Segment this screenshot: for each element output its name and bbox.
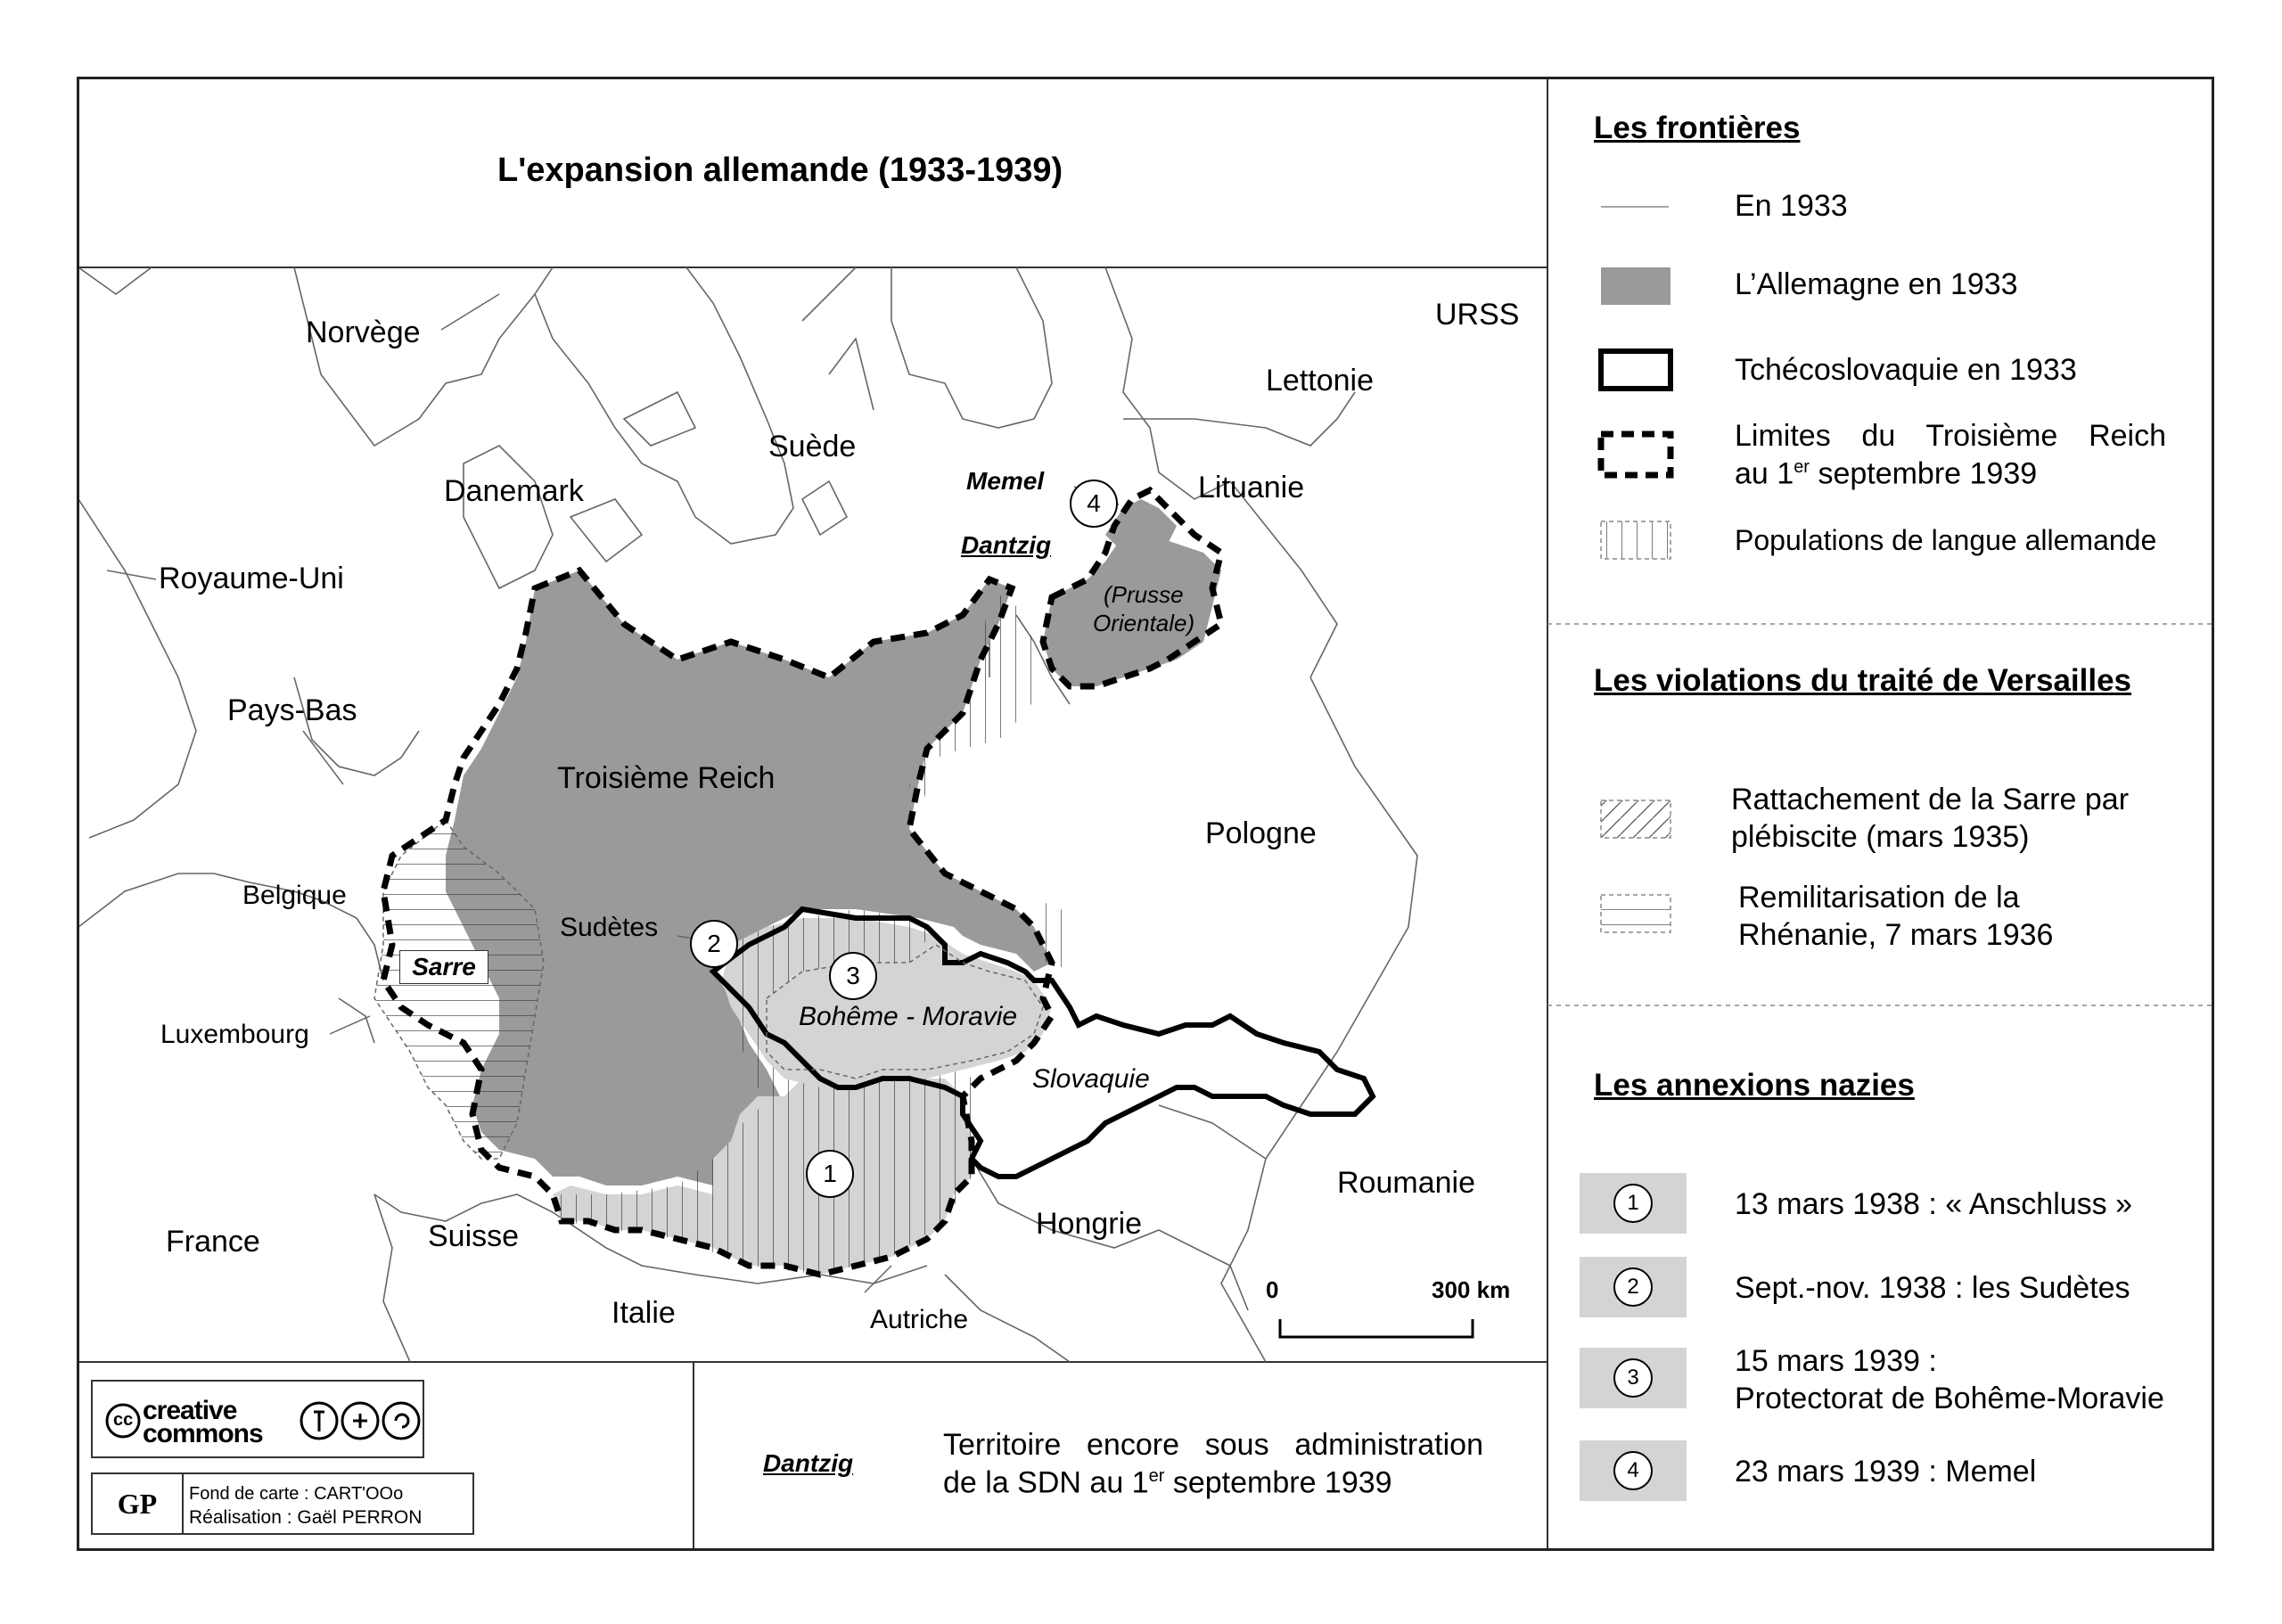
map-title: L'expansion allemande (1933-1939) — [497, 152, 1063, 189]
legend-en-1933: En 1933 — [1735, 189, 1848, 223]
legend-tchecoslovaquie: Tchécoslovaquie en 1933 — [1735, 353, 2077, 387]
footer-dantzig-symbol: Dantzig — [763, 1449, 854, 1477]
scale-start: 0 — [1266, 1276, 1279, 1303]
label-danemark: Danemark — [444, 474, 584, 508]
legend-heading-frontieres: Les frontières — [1594, 111, 1801, 145]
legend-heading-violations: Les violations du traité de Versailles — [1594, 663, 2132, 698]
label-sudetes: Sudètes — [560, 913, 659, 942]
label-prusse-2: Orientale) — [1093, 610, 1195, 636]
label-pays-bas: Pays-Bas — [227, 693, 357, 727]
legend-langue-allemande: Populations de langue allemande — [1735, 524, 2157, 556]
label-suede: Suède — [768, 430, 857, 463]
label-troisieme-reich: Troisième Reich — [557, 761, 776, 795]
label-memel: Memel — [966, 467, 1045, 495]
label-belgique: Belgique — [242, 881, 347, 910]
marker-2: 2 — [690, 920, 738, 968]
label-norvege: Norvège — [306, 316, 421, 349]
legend-annexion-3-text2: Protectorat de Bohême-Moravie — [1735, 1382, 2164, 1415]
legend-heading-annexions: Les annexions nazies — [1594, 1068, 1915, 1103]
credit-fond: Fond de carte : CART'OOo — [189, 1484, 404, 1504]
cc-logo-mark: cc — [113, 1410, 134, 1430]
legend-annexion-2-num: 2 — [1613, 1267, 1653, 1307]
label-hongrie: Hongrie — [1036, 1207, 1143, 1241]
label-lettonie: Lettonie — [1266, 364, 1374, 398]
label-boheme-moravie: Bohême - Moravie — [799, 1002, 1018, 1031]
label-pologne: Pologne — [1205, 816, 1317, 850]
legend-annexion-4-num: 4 — [1613, 1451, 1653, 1490]
label-suisse: Suisse — [428, 1219, 520, 1253]
footer-note-line1: Territoire encore sous administration — [943, 1428, 1483, 1462]
marker-1: 1 — [806, 1150, 854, 1198]
scale-end: 300 km — [1432, 1276, 1511, 1303]
label-lituanie: Lituanie — [1198, 471, 1305, 504]
label-luxembourg: Luxembourg — [160, 1020, 309, 1049]
label-royaume-uni: Royaume-Uni — [159, 562, 344, 595]
label-france: France — [166, 1225, 260, 1259]
footer-note-line2: de la SDN au 1er septembre 1939 — [943, 1465, 1392, 1500]
cc-text-1: creative — [143, 1396, 237, 1425]
label-autriche: Autriche — [870, 1305, 969, 1334]
legend-annexion-4-text: 23 mars 1939 : Memel — [1735, 1455, 2037, 1489]
gp-logo: GP — [93, 1474, 184, 1533]
legend-sarre-1: Rattachement de la Sarre par — [1731, 783, 2130, 816]
marker-3: 3 — [829, 952, 877, 1000]
label-roumanie: Roumanie — [1337, 1166, 1475, 1200]
label-sarre: Sarre — [399, 950, 488, 984]
legend-annexion-1-text: 13 mars 1938 : « Anschluss » — [1735, 1187, 2133, 1221]
legend-reich-date: au 1er septembre 1939 — [1735, 456, 2038, 491]
label-prusse-1: (Prusse — [1104, 581, 1184, 608]
legend-reich-limites: Limites du Troisième Reich — [1735, 419, 2166, 453]
label-slovaquie: Slovaquie — [1032, 1064, 1150, 1094]
legend-sarre-2: plébiscite (mars 1935) — [1731, 820, 2030, 854]
label-dantzig: Dantzig — [961, 531, 1052, 559]
credit-realisation: Réalisation : Gaël PERRON — [189, 1507, 423, 1528]
label-italie: Italie — [612, 1296, 676, 1330]
legend-annexion-3-num: 3 — [1613, 1358, 1653, 1398]
legend-rhenanie-2: Rhénanie, 7 mars 1936 — [1738, 918, 2054, 952]
legend-annexion-3-text: 15 mars 1939 : — [1735, 1344, 1937, 1378]
legend-allemagne-1933: L’Allemagne en 1933 — [1735, 267, 2018, 301]
legend-annexion-2-text: Sept.-nov. 1938 : les Sudètes — [1735, 1271, 2130, 1305]
legend-rhenanie-1: Remilitarisation de la — [1738, 881, 2020, 915]
cc-text-2: commons — [143, 1419, 263, 1448]
marker-4: 4 — [1070, 480, 1118, 528]
legend-annexion-1-num: 1 — [1613, 1184, 1653, 1223]
label-urss: URSS — [1435, 298, 1520, 332]
